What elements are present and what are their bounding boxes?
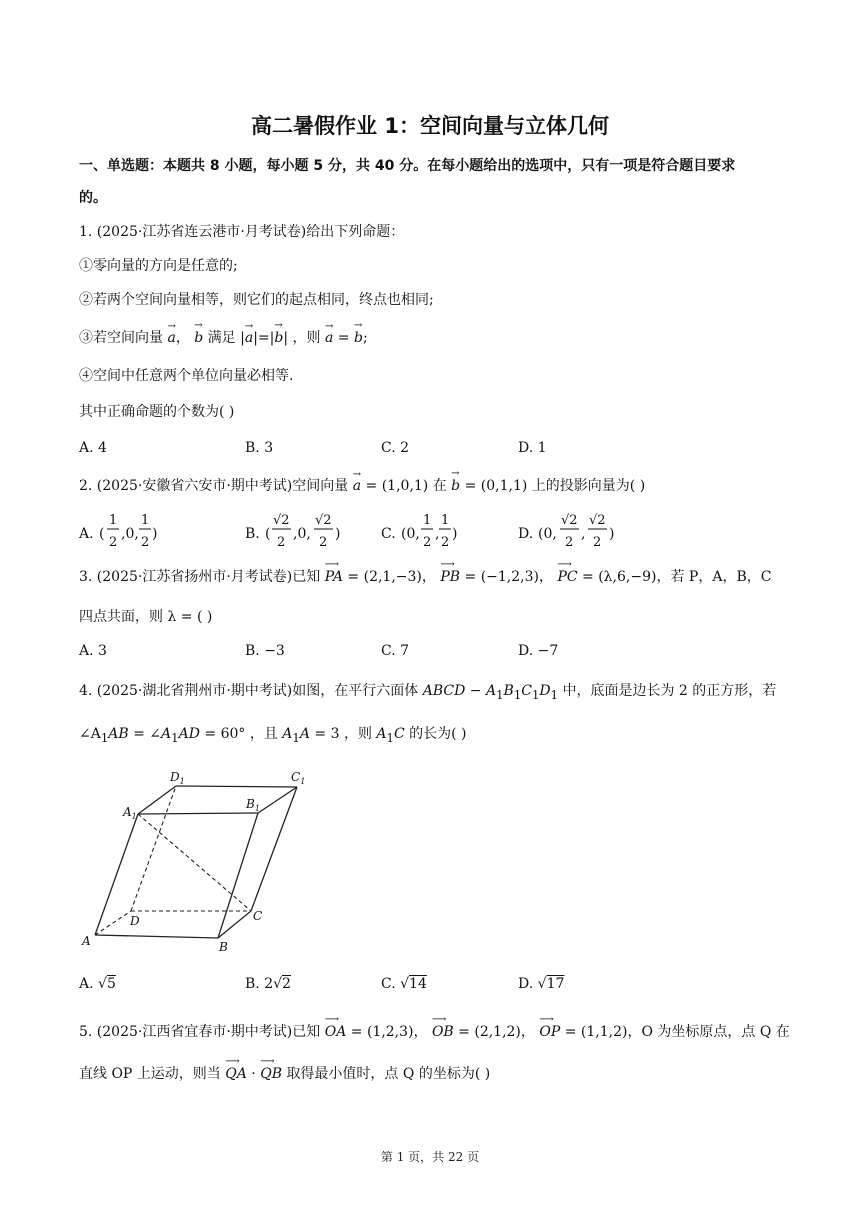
q1-question: 其中正确命题的个数为( ) [79,404,235,420]
svg-text:√2: √2 [589,513,606,528]
page-footer: 第 1 页，共 22 页 [380,1150,480,1164]
q4-option-c: C. √14 [381,976,427,992]
svg-text:(: ( [265,526,271,542]
q1-option-c: C. 2 [381,440,410,456]
svg-text:A: A [82,934,91,948]
q1-p3-text-a: ③若空间向量 [79,330,163,346]
q4-line2-text-d: 的长为( ) [409,726,467,742]
q2-option-d-label: D. [518,526,534,542]
q5-vector-op: = (1,1,2) [564,1024,628,1040]
q4-option-d: D. √17 [518,976,565,992]
q5-line2-text-b: 取得最小值时，点 Q 的坐标为( ) [286,1066,491,1082]
svg-text:1: 1 [441,513,450,528]
q2-stem: 2. (2025·安徽省六安市·期中考试)空间向量 a → = (1,0,1) 在 b → = (0,1,1) 上的投影向量为( ) [79,468,646,494]
q1-p3-text-b: 满足 [207,330,236,346]
q3-vector-pb: = (−1,2,3) [464,569,539,585]
q2-vector-a: = (1,0,1) [365,478,429,494]
svg-text:,: , [435,526,440,542]
svg-text:D: D [130,914,140,928]
q4-line2-text-a: ∠A [79,726,101,742]
q2-stem-text-a: 2. (2025·安徽省六安市·期中考试)空间向量 [79,478,349,494]
q1-proposition-4: ④空间中任意两个单位向量必相等. [79,368,294,384]
q1-proposition-3: ③若空间向量 a → ， b → 满足 |a → |=|b → | ，则 a → = b → ; [79,320,368,346]
svg-text:C1: $C_1$ [291,770,306,786]
q3-stem-text-b: ，若 P，A，B，C [656,569,772,585]
q5-vector-oa: = (1,2,3) [350,1024,414,1040]
svg-text:B: B [219,940,228,954]
q4-line2-text-c: ，则 [343,726,372,742]
q3-line2: 四点共面，则 λ = ( ) [79,609,213,625]
svg-text:2: 2 [277,535,286,550]
q2-stem-text-b: 在 [432,478,447,494]
q5-line2: 直线 OP 上运动，则当 QA ⟶ · QB ⟶ 取得最小值时，点 Q 的坐标为( ) [79,1056,491,1082]
parallelepiped-figure [78,768,318,958]
svg-text:√2: √2 [561,513,578,528]
q3-vector-pc: = (λ,6,−9) [582,569,657,585]
svg-text:(: ( [99,526,105,542]
q5-stem: 5. (2025·江西省宜春市·期中考试)已知 OA ⟶ = (1,2,3)， OB ⟶ = (2,1,2)， OP ⟶ = (1,1,2)，O 为坐标原点，点 Q 在 [79,1014,790,1040]
q4-line2: $\angle A_1AB$ = $\angle A_1AD = 60^\circ$ ，且 $A_1A = 3$ ，则 $A_1C$ 的长为( ) [79,726,467,745]
svg-text:(0,: (0, [401,526,420,542]
svg-text:C: C [253,909,263,923]
q5-stem-text-b: ，O 为坐标原点，点 Q 在 [627,1024,790,1040]
svg-text:2: 2 [441,535,450,550]
q4-stem-text-a: 4. (2025·湖北省荆州市·期中考试)如图，在平行六面体 [79,683,419,699]
q2-options [79,508,759,558]
q4-option-c-label: C. [381,976,396,992]
q2-option-b-label: B. [245,526,260,542]
q3-option-c: C. 7 [381,643,410,659]
q1-p3-text-c: ，则 [292,330,321,346]
q5-line2-text-a: 直线 OP 上运动，则当 [79,1066,221,1082]
svg-text:1: 1 [423,513,432,528]
q2-vector-b: = (0,1,1) [464,478,528,494]
svg-text:B1: $B_1$ [246,797,260,813]
svg-text:1: 1 [109,513,118,528]
section-heading-line2: 的。 [79,190,107,206]
q3-vector-pa: = (2,1,−3) [347,569,422,585]
svg-text:): ) [152,526,158,542]
q4-stem: 4. (2025·湖北省荆州市·期中考试)如图，在平行六面体 ABCD − $A_1B_1C_1D_1$ 中，底面是边长为 2 的正方形，若 [79,683,777,702]
section-heading-line1: 一、单选题：本题共 8 小题，每小题 5 分，共 40 分。在每小题给出的选项中，只有一项是符合题目要求 [79,158,736,174]
q5-vector-ob: = (2,1,2) [458,1024,521,1040]
q3-stem: 3. (2025·江苏省扬州市·月考试卷)已知 PA ⟶ = (2,1,−3)， PB ⟶ = (−1,2,3)， PC ⟶ = (λ,6,−9)，若 P，A，B，C [79,559,772,585]
q3-option-b: B. −3 [245,643,285,659]
q3-stem-text-a: 3. (2025·江苏省扬州市·月考试卷)已知 [79,569,321,585]
svg-text:2: 2 [565,535,574,550]
svg-text:2: 2 [593,535,602,550]
q1-option-a: A. 4 [79,440,107,456]
q3-option-d: D. −7 [518,643,559,659]
q2-option-a-label: A. [79,526,94,542]
q1-proposition-1: ①零向量的方向是任意的; [79,258,238,274]
svg-text:(0,: (0, [538,526,557,542]
q4-option-a: A. √5 [79,976,116,992]
q4-option-b: B. 2√2 [245,976,291,992]
svg-text:1: 1 [141,513,150,528]
svg-text:√2: √2 [315,513,332,528]
q4-option-b-label: B. [245,976,260,992]
svg-text:D1: $D_1$ [170,770,185,786]
q4-line2-text-b: ，且 [249,726,278,742]
q2-option-c-label: C. [381,526,396,542]
q1-proposition-2: ②若两个空间向量相等，则它们的起点相同，终点也相同; [79,292,434,308]
q4-stem-text-b: 中，底面是边长为 2 的正方形，若 [562,683,777,699]
svg-text:2: 2 [423,535,432,550]
q1-option-b: B. 3 [245,440,274,456]
svg-text:,0,: ,0, [121,526,139,542]
svg-text:2: 2 [109,535,118,550]
svg-text:2: 2 [141,535,150,550]
q1-option-d: D. 1 [518,440,547,456]
svg-text:): ) [335,526,341,542]
q2-stem-text-c: 上的投影向量为( ) [531,478,646,494]
svg-text:): ) [609,526,615,542]
svg-text:A1: $A_1$ [123,805,137,821]
svg-text:,: , [581,526,586,542]
q5-stem-text-a: 5. (2025·江西省宜春市·期中考试)已知 [79,1024,321,1040]
svg-text:): ) [452,526,458,542]
q3-option-a: A. 3 [79,643,107,659]
q4-option-a-label: A. [79,976,94,992]
q1-stem: 1. (2025·江苏省连云港市·月考试卷)给出下列命题： [79,224,405,240]
svg-text:,0,: ,0, [293,526,311,542]
q4-option-d-label: D. [518,976,534,992]
page-title: 高二暑假作业 1：空间向量与立体几何 [251,114,609,138]
svg-text:2: 2 [319,535,328,550]
svg-text:√2: √2 [273,513,290,528]
